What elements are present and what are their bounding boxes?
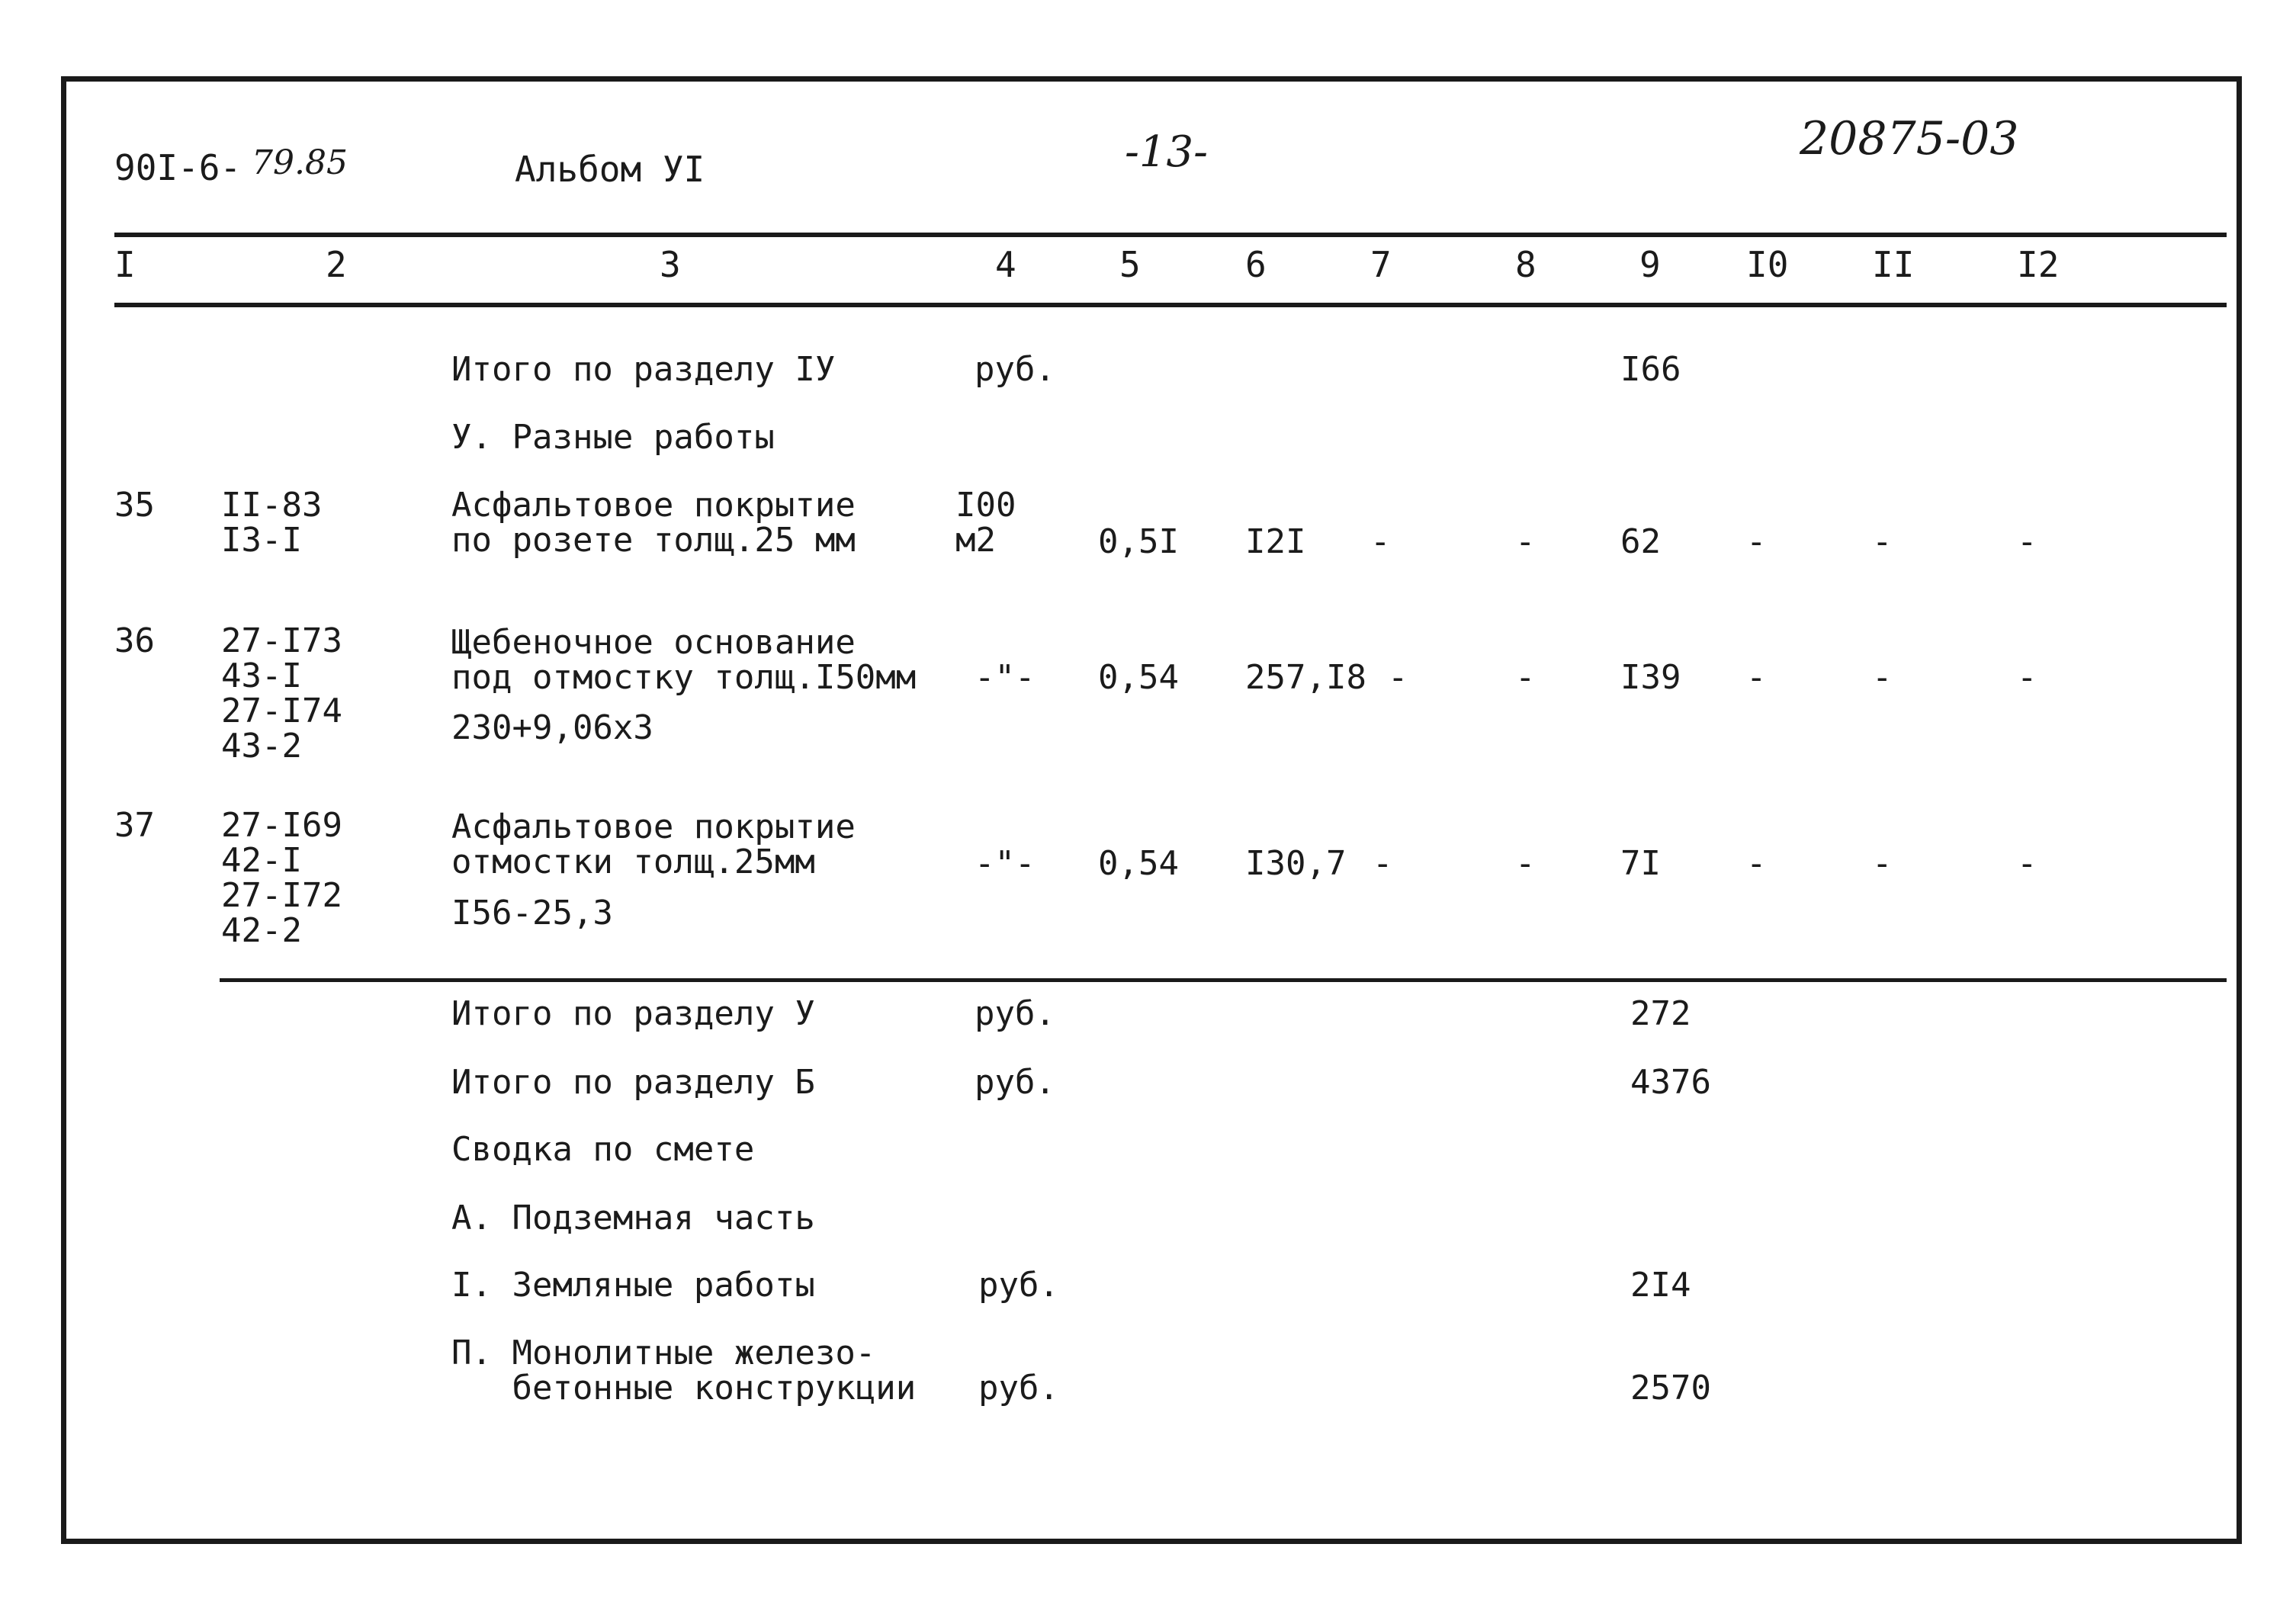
row-unit: руб.: [978, 1266, 1059, 1305]
header-rule-top: [114, 233, 2227, 237]
work-description: Асфальтовое покрытие: [451, 807, 856, 846]
row-unit: руб.: [975, 350, 1055, 389]
norm-code: II-83: [221, 486, 323, 525]
page-frame: [61, 76, 2242, 1544]
column-11-value: -: [1872, 844, 1893, 883]
column-11-value: -: [1872, 522, 1893, 561]
norm-code: 42-I: [221, 841, 302, 880]
norm-code: 27-I74: [221, 692, 342, 730]
column-number-3: 3: [660, 244, 681, 285]
row-label: Итого по разделу IУ: [451, 350, 836, 389]
row-total: 2I4: [1630, 1266, 1691, 1305]
column-number-2: 2: [326, 244, 347, 285]
row-label: бетонные конструкции: [451, 1369, 917, 1408]
row-unit: руб.: [975, 1063, 1055, 1102]
quantity: 0,5I: [1098, 522, 1179, 561]
unit-ditto: -"-: [975, 844, 1036, 883]
row-label: I. Земляные работы: [451, 1266, 815, 1305]
page-number: -13-: [1125, 127, 1209, 177]
column-number-10: I0: [1746, 244, 1789, 285]
column-number-1: I: [114, 244, 136, 285]
part-heading: А. Подземная часть: [451, 1199, 815, 1237]
row-label: Итого по разделу У: [451, 994, 815, 1033]
row-label: Итого по разделу Б: [451, 1063, 815, 1102]
column-10-value: -: [1746, 522, 1767, 561]
row-total: 2570: [1630, 1369, 1711, 1408]
work-description: Щебеночное основание: [451, 623, 856, 662]
row-number: 37: [114, 806, 155, 845]
column-12-value: -: [2017, 522, 2037, 561]
norm-code: 27-I69: [221, 806, 342, 845]
total-cost: 7I: [1620, 844, 1661, 883]
document-code-handwritten: 79.85: [252, 143, 348, 182]
work-formula: 230+9,06x3: [451, 708, 653, 747]
summary-heading: Сводка по смете: [451, 1130, 755, 1169]
row-number: 35: [114, 486, 155, 525]
row-number: 36: [114, 621, 155, 660]
column-7-value: -: [1373, 844, 1393, 883]
section-separator: [220, 978, 2227, 982]
quantity: 0,54: [1098, 658, 1179, 697]
column-number-8: 8: [1515, 244, 1537, 285]
norm-code: I3-I: [221, 521, 302, 560]
header-rule-bottom: [114, 303, 2227, 307]
album-label: Альбом УI: [515, 149, 705, 190]
column-12-value: -: [2017, 658, 2037, 697]
quantity: 0,54: [1098, 844, 1179, 883]
column-7-value: -: [1370, 522, 1391, 561]
unit: м2: [955, 521, 996, 560]
row-unit: руб.: [975, 994, 1055, 1033]
column-number-12: I2: [2017, 244, 2060, 285]
unit-price: I2I: [1245, 522, 1306, 561]
total-cost: I39: [1620, 658, 1681, 697]
work-description: Асфальтовое покрытие: [451, 486, 856, 525]
work-description: под отмостку толщ.I50мм: [451, 658, 917, 697]
norm-code: 27-I73: [221, 621, 342, 660]
column-number-5: 5: [1119, 244, 1141, 285]
row-unit: руб.: [978, 1369, 1059, 1408]
column-8-value: -: [1515, 844, 1536, 883]
unit: I00: [955, 486, 1016, 525]
work-description: по розете толщ.25 мм: [451, 521, 856, 560]
section-heading: У. Разные работы: [451, 418, 775, 457]
work-description: отмостки толщ.25мм: [451, 843, 815, 881]
document-code: 90I-6-: [114, 147, 242, 188]
column-11-value: -: [1872, 658, 1893, 697]
column-number-7: 7: [1370, 244, 1392, 285]
column-12-value: -: [2017, 844, 2037, 883]
norm-code: 42-2: [221, 911, 302, 950]
unit-price: 257,I8: [1245, 658, 1366, 697]
row-total: I66: [1620, 350, 1681, 389]
column-7-value: -: [1388, 658, 1408, 697]
document-number: 20875-03: [1800, 112, 2019, 165]
column-number-4: 4: [995, 244, 1016, 285]
column-number-9: 9: [1639, 244, 1661, 285]
norm-code: 27-I72: [221, 876, 342, 915]
column-number-11: II: [1872, 244, 1915, 285]
row-label: П. Монолитные железо-: [451, 1334, 876, 1372]
column-number-6: 6: [1245, 244, 1267, 285]
norm-code: 43-I: [221, 656, 302, 695]
row-total: 272: [1630, 994, 1691, 1033]
column-10-value: -: [1746, 658, 1767, 697]
column-8-value: -: [1515, 522, 1536, 561]
unit-price: I30,7: [1245, 844, 1347, 883]
total-cost: 62: [1620, 522, 1661, 561]
column-8-value: -: [1515, 658, 1536, 697]
work-formula: I56-25,3: [451, 894, 613, 932]
row-total: 4376: [1630, 1063, 1711, 1102]
unit-ditto: -"-: [975, 658, 1036, 697]
column-10-value: -: [1746, 844, 1767, 883]
norm-code: 43-2: [221, 727, 302, 766]
